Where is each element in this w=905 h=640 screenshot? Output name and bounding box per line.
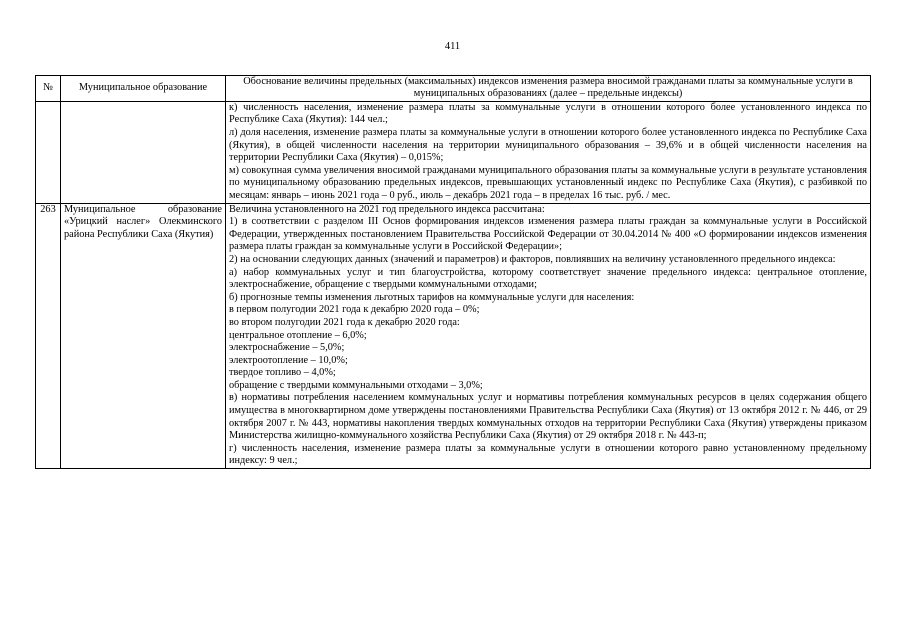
justification-paragraph: электроснабжение – 5,0%;	[229, 342, 345, 354]
page-number: 411	[444, 41, 461, 52]
table-body	[36, 101, 871, 468]
justification-paragraph: обращение с твердыми коммунальными отходами – 3,0%;	[229, 379, 483, 391]
justification-paragraph: 2) на основании следующих данных (значений и параметров) и факторов, повлиявших на величину установленного предельного индекса:	[229, 253, 836, 265]
justification-paragraph: электроотопление – 10,0%;	[229, 354, 348, 366]
justification-paragraph: к) численность населения, изменение размера платы за коммунальные услуги в отношении которого более установленного индекса по Республике Саха (Якутия): 144 чел.;	[229, 101, 867, 126]
justification-paragraph: Величина установленного на 2021 год предельного индекса рассчитана:	[229, 203, 545, 215]
justification-paragraph: твердое топливо – 4,0%;	[229, 367, 336, 379]
justification-cell	[226, 101, 871, 203]
row-number-cell: 263	[36, 203, 61, 468]
justification-paragraph: м) совокупная сумма увеличения вносимой гражданами муниципального образования платы за коммунальные услуги в результате установления по муниципальному образованию предельных индексов, превышающих установленный индекс по Республике Саха (Якутия), с разбивкой по месяцам: январь – июнь 2021 года – 0 руб., июль – декабрь 2021 года – в пределах 16 тыс. руб. / мес.	[229, 164, 867, 201]
justification-paragraph: а) набор коммунальных услуг и тип благоустройства, которому соответствует значение предельного индекса: центральное отопление, электроснабжение, обращение с твердыми коммунальными отходами;	[229, 266, 867, 291]
justification-paragraph: 1) в соответствии с разделом III Основ формирования индексов изменения размера платы граждан за коммунальные услуги в Российской Федерации, утвержденных постановлением Правительства Российской Федерации от 30.04.2014 № 400 «О формировании индексов изменения размера платы граждан за коммунальные услуги в Российской Федерации»;	[229, 216, 867, 253]
header-num: №	[36, 76, 61, 102]
justification-paragraph: г) численность населения, изменение размера платы за коммунальные услуги в отношении которого равно установленному предельному индексу: 9 чел.;	[229, 442, 867, 467]
justification-paragraph: центральное отопление – 6,0%;	[229, 329, 367, 341]
indices-table	[35, 75, 871, 469]
header-justification: Обоснование величины предельных (максимальных) индексов изменения размера вносимой гражданами платы за коммунальные услуги в муниципальных образованиях (далее – предельные индексы)	[226, 76, 871, 102]
justification-paragraph: в) нормативы потребления населением коммунальных услуг и нормативы потребления коммунальных ресурсов в целях содержания общего имущества в многоквартирном доме утверждены постановлениями Правительства Республики Саха (Якутия) от 13 октября 2012 г. № 446, от 29 октября 2007 г. № 443, нормативы накопления твердых коммунальных отходов на территории Республики Саха (Якутия) утверждены приказом Министерства жилищно-коммунального хозяйства Республики Саха (Якутия) от 29 октября 2018 г. № 443-п;	[229, 392, 867, 442]
justification-paragraph: в первом полугодии 2021 года к декабрю 2020 года – 0%;	[229, 304, 480, 316]
justification-paragraph: во втором полугодии 2021 года к декабрю 2020 года:	[229, 316, 460, 328]
table-row	[36, 203, 871, 468]
justification-paragraph: л) доля населения, изменение размера платы за коммунальные услуги в отношении которого более установленного индекса по Республике Саха (Якутия), в общей численности населения на территории муниципального образования – 39,6% и в общей численности населения на территории Республики Саха (Якутия) – 0,015%;	[229, 127, 867, 164]
municipality-cell	[61, 101, 226, 203]
row-number-cell	[36, 101, 61, 203]
header-municipality: Муниципальное образование	[61, 76, 226, 102]
justification-cell	[226, 203, 871, 468]
municipality-cell: Муниципальное образование «Урицкий наслег» Олекминского района Республики Саха (Якутия)	[61, 203, 226, 468]
table-row	[36, 101, 871, 203]
table-header-row	[36, 76, 871, 102]
justification-paragraph: б) прогнозные темпы изменения льготных тарифов на коммунальные услуги для населения:	[229, 291, 635, 303]
